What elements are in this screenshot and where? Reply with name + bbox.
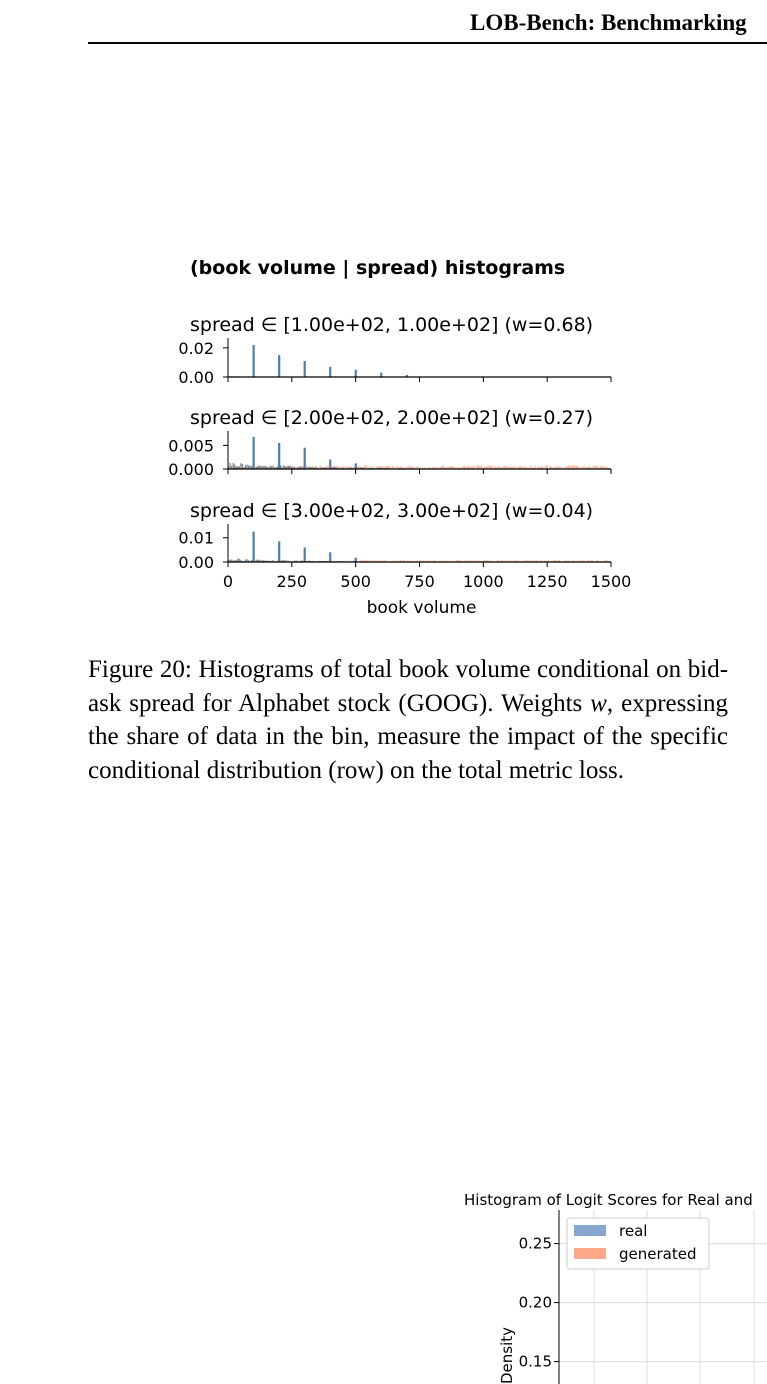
real-spike-bar xyxy=(329,552,331,562)
real-spike-bar xyxy=(329,367,331,377)
real-spike-bar xyxy=(355,463,357,469)
logit-score-histogram xyxy=(440,1180,767,1384)
real-bar xyxy=(234,464,235,469)
caption-text-1: Histograms of total book volume conditional on bid-ask spread for Alphabet stock (GOOG). Weights xyxy=(88,656,729,717)
real-spike-bar xyxy=(278,443,280,469)
real-bar xyxy=(230,463,231,469)
caption-symbol-w: w xyxy=(590,689,607,717)
y-tick-label: 0.00 xyxy=(178,553,214,572)
real-bar xyxy=(233,463,234,469)
chart-title: Histogram of Logit Scores for Real and xyxy=(464,1191,753,1209)
header-rule xyxy=(88,42,767,44)
x-tick-label: 500 xyxy=(340,572,371,591)
running-header: LOB-Bench: Benchmarking xyxy=(470,10,747,35)
real-spike-bar xyxy=(304,547,306,562)
legend-label-real: real xyxy=(619,1222,648,1240)
x-tick-label: 0 xyxy=(222,572,234,591)
y-tick-label: 0.00 xyxy=(178,368,214,387)
caption-label: Figure 20: xyxy=(88,656,192,683)
panel-title: spread ∈ [1.00e+02, 1.00e+02] (w=0.68) xyxy=(190,314,594,336)
real-spike-bar xyxy=(253,437,255,469)
real-spike-bar xyxy=(253,532,255,562)
real-spike-bar xyxy=(278,541,280,562)
real-spike-bar xyxy=(355,558,357,562)
real-spike-bar xyxy=(278,355,280,377)
y-tick-label: 0.15 xyxy=(518,1352,552,1371)
real-spike-bar xyxy=(355,370,357,377)
panel-title: spread ∈ [3.00e+02, 3.00e+02] (w=0.04) xyxy=(190,500,594,522)
panel-title: spread ∈ [2.00e+02, 2.00e+02] (w=0.27) xyxy=(190,407,594,429)
x-tick-label: 250 xyxy=(276,572,308,591)
y-tick-label: 0.01 xyxy=(178,528,214,548)
real-spike-bar xyxy=(329,460,331,469)
real-spike-bar xyxy=(304,448,306,469)
y-tick-label: 0.25 xyxy=(518,1234,552,1253)
y-tick-label: 0.005 xyxy=(168,436,214,456)
legend-swatch-real xyxy=(574,1225,606,1236)
real-bar xyxy=(246,464,247,469)
figure-title: (book volume | spread) histograms xyxy=(190,257,566,279)
x-axis-label: book volume xyxy=(366,598,477,618)
x-tick-label: 1000 xyxy=(462,572,504,591)
x-tick-label: 750 xyxy=(404,572,435,591)
y-axis-label: Density xyxy=(498,1326,516,1384)
y-tick-label: 0.000 xyxy=(168,460,214,479)
y-tick-label: 0.02 xyxy=(178,338,214,358)
legend-swatch-generated xyxy=(574,1248,606,1259)
caption-text-2: , expressing the share of data in the bin, measure the impact of the specific conditional distribution (row) on the total metric loss. xyxy=(88,689,729,784)
real-spike-bar xyxy=(380,373,382,377)
x-tick-label: 1250 xyxy=(526,572,568,591)
real-spike-bar xyxy=(304,361,306,377)
real-bar xyxy=(240,463,241,469)
y-tick-label: 0.20 xyxy=(518,1293,552,1312)
real-spike-bar xyxy=(253,345,255,377)
real-bar xyxy=(242,464,243,469)
book-volume-histograms xyxy=(0,300,767,620)
legend-label-generated: generated xyxy=(619,1245,697,1263)
figure-caption xyxy=(88,653,728,787)
x-tick-label: 1500 xyxy=(590,572,632,591)
